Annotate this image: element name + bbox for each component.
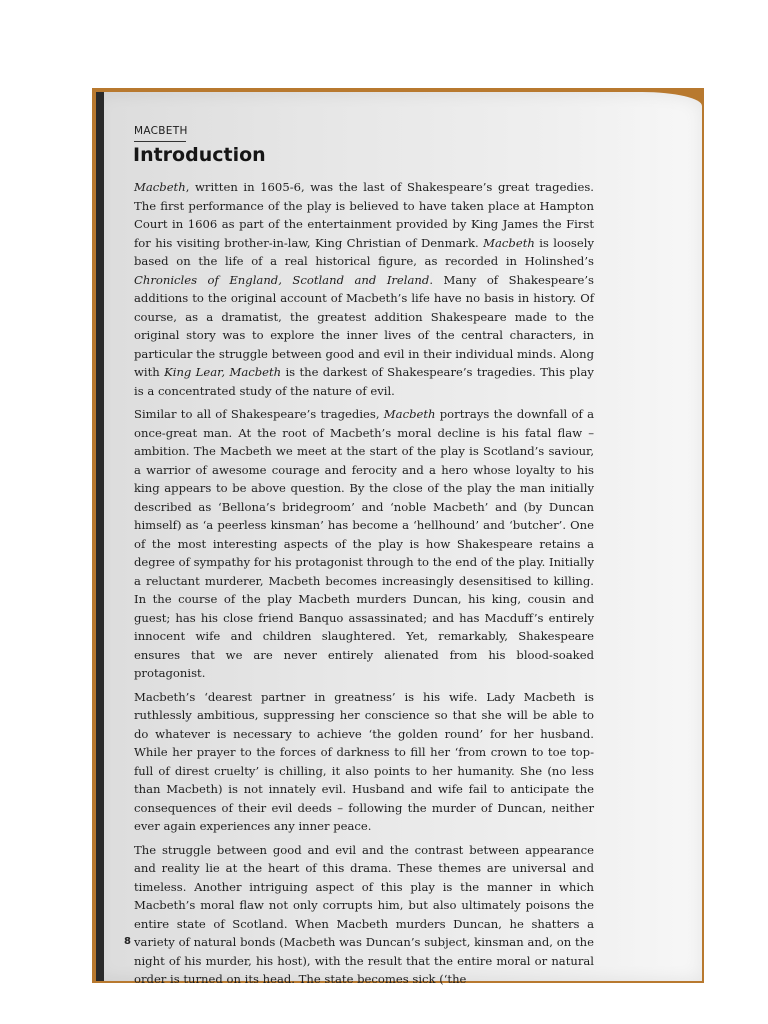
running-head: MACBETH — [134, 125, 188, 137]
paragraph — [134, 841, 594, 989]
italic-run: Chronicles of England, Scotland and Ireland — [134, 272, 430, 287]
paragraph — [134, 178, 594, 400]
text-run: Macbeth’s ‘dearest partner in greatness’ is his wife. Lady Macbeth is ruthlessly ambitious, suppressing her conscience so that she will be able to do whatever is necessary to achieve ‘the golden round’ for her husband. While her prayer to the forces of darkness to fill her ‘from crown to toe top-full of direst cruelty’ is chilling, it also points to her humanity. She (no less than Macbeth) is not innately evil. Husband and wife fail to anticipate the consequences of their evil deeds – following the murder of Duncan, neither ever again experiences any inner peace. — [134, 689, 594, 833]
page-title: Introduction — [133, 144, 266, 166]
paragraph — [134, 688, 594, 836]
text-run: is loosely based on the life of a real historical figure, as recorded in Holinshed’s — [134, 235, 594, 268]
italic-run: Macbeth — [134, 180, 186, 194]
text-run: The struggle between good and evil and the contrast between appearance and reality lie at the heart of this drama. These themes are universal and timeless. Another intriguing aspect of this play is the manner in which Macbeth’s moral flaw not only corrupts him, but also ultimately poisons the entire state of Scotland. When Macbeth murders Duncan, he shatters a variety of natural bonds (Macbeth was Duncan’s subject, kinsman and, on the night of his murder, his host), with the result that the entire moral or natural order is turned on its head. The state becomes sick (‘the — [134, 842, 594, 986]
italic-run: King Lear, Macbeth — [164, 365, 282, 379]
text-run: . Many of Shakespeare’s additions to the original account of Macbeth’s life have no basis in history. Of course, as a dramatist, the greatest addition Shakespeare made to the original story was to explore the inner lives of the central characters, in particular the struggle between good and evil in their individual minds. Along with — [134, 272, 594, 379]
page-number: 8 — [124, 936, 131, 947]
body-text — [134, 178, 594, 994]
italic-run: Macbeth — [483, 235, 535, 250]
paragraph — [134, 405, 594, 683]
text-run: Similar to all of Shakespeare’s tragedies, — [134, 407, 384, 421]
running-head-rule — [134, 141, 186, 142]
text-run: , written in 1605-6, was the last of Shakespeare’s great tragedies. The first performance of the play is believed to have taken place at Hampton Court in 1606 as part of the entertainment provided by King James the First for his visiting brother-in-law, King Christian of Denmark. — [134, 180, 594, 250]
text-run: portrays the downfall of a once-great man. At the root of Macbeth’s moral decline is his fatal flaw – ambition. The Macbeth we meet at the start of the play is Scotland’s saviour, a warrior of awesome courage and ferocity and a hero whose loyalty to his king appears to be above question. By the close of the play the man initially described as ‘Bellona’s bridegroom’ and ‘noble Macbeth’ and (by Duncan himself) as ‘a peerless kinsman’ has become a ‘hellhound’ and ‘butcher’. One of the most interesting aspects of the play is how Shakespeare retains a degree of sympathy for his protagonist through to the end of the play. Initially a reluctant murderer, Macbeth becomes increasingly desensitised to killing. In the course of the play Macbeth murders Duncan, his king, cousin and guest; has his close friend Banquo assassinated; and has Macduff’s entirely innocent wife and children slaughtered. Yet, remarkably, Shakespeare ensures that we are never entirely alienated from his blood-soaked protagonist. — [134, 407, 594, 680]
text-run: is the darkest of Shakespeare’s tragedies. This play is a concentrated study of the nature of evil. — [134, 365, 594, 398]
italic-run: Macbeth — [383, 407, 436, 421]
